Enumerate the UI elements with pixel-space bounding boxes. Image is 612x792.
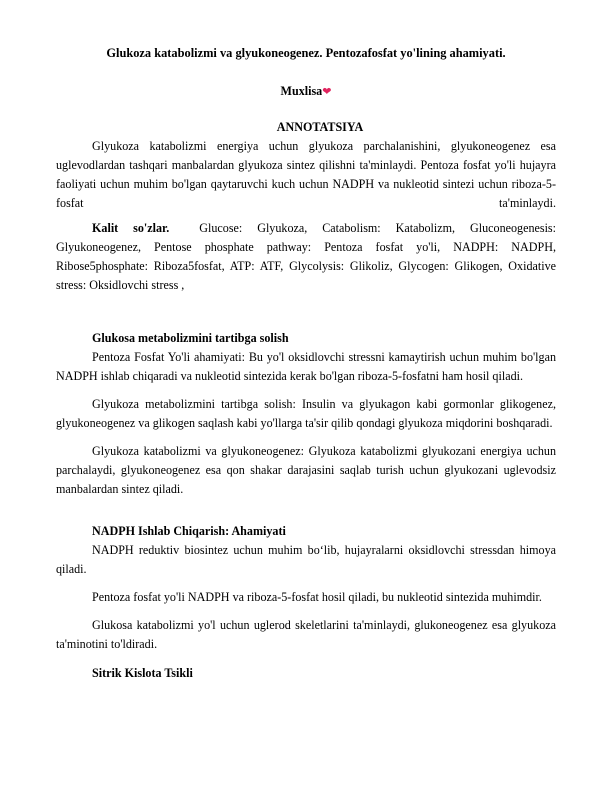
document-title: Glukoza katabolizmi va glyukoneogenez. Pentozafosfat yo'lining ahamiyati.: [106, 46, 506, 60]
section-heading-glucose-regulation: Glukosa metabolizmini tartibga solish: [92, 331, 289, 345]
keywords-label: Kalit so'zlar.: [92, 221, 170, 235]
author-line: [56, 82, 556, 101]
heart-icon: ❤: [322, 85, 332, 98]
section-heading-nadph: NADPH Ishlab Chiqarish: Ahamiyati: [92, 524, 286, 538]
keywords-paragraph: [56, 219, 556, 295]
section-paragraph: Glyukoza katabolizmi va glyukoneogenez: Glyukoza katabolizmi glyukozani energiya uchun parchalaydi, glyukoneogenez esa qon shakar darajasini saqlab turish uchun glyukozani uglevodsiz manbalardan sintez qiladi.: [56, 444, 556, 496]
document-page: [56, 44, 556, 683]
section-heading-citric-acid-cycle: Sitrik Kislota Tsikli: [92, 666, 193, 680]
keywords-text: Glucose: Glyukoza, Catabolism: Katabolizm, Gluconeogenesis: Glyukoneogenez, Pentose phosphate pathway: Pentoza fosfat yo'li, NADPH: NADPH, Ribose5phosphate: Riboza5fosfat, ATP: ATF, Glycolysis: Glikoliz, Glycogen: Glikogen, Oxidative stress: Oksidlovchi stress ,: [56, 221, 556, 292]
section-paragraph: NADPH reduktiv biosintez uchun muhim bo‘lib, hujayralarni oksidlovchi stressdan himoya qiladi.: [56, 543, 556, 576]
author-name: Muxlisa: [280, 84, 323, 98]
section-paragraph: Glyukoza metabolizmini tartibga solish: Insulin va glyukagon kabi gormonlar glikogenez, glyukoneogenez va glikogen saqlash kabi yo'llarga ta'sir qilib qondagi glyukoza miqdorini boshqaradi.: [56, 397, 556, 430]
section-paragraph: Pentoza fosfat yo'li NADPH va riboza-5-fosfat hosil qiladi, bu nukleotid sintezida muhimdir.: [92, 590, 542, 604]
section-paragraph: Pentoza Fosfat Yo'li ahamiyati: Bu yo'l oksidlovchi stressni kamaytirish uchun muhim bo'lgan NADPH ishlab chiqaradi va nukleotid sintezida kerak bo'lgan riboza-5-fosfatni ham hosil qiladi.: [56, 350, 556, 383]
annotation-heading: ANNOTATSIYA: [276, 120, 364, 134]
section-paragraph: Glukosa katabolizmi yo'l uchun uglerod skeletlarini ta'minlaydi, glukoneogenez esa glyukoza ta'minotini to'ldiradi.: [56, 618, 556, 651]
annotation-paragraph: Glyukoza katabolizmi energiya uchun glyukoza parchalanishini, glyukoneogenez esa uglevodlardan tashqari manbalardan glyukoza sintez qilishni ta'minlaydi. Pentoza fosfat yo'li hujayra faoliyati uchun muhim bo'lgan qaytaruvchi kuch uchun NADPH va nukleotid sintezi uchun riboza-5-fosfat ta'minlaydi.: [56, 139, 556, 210]
